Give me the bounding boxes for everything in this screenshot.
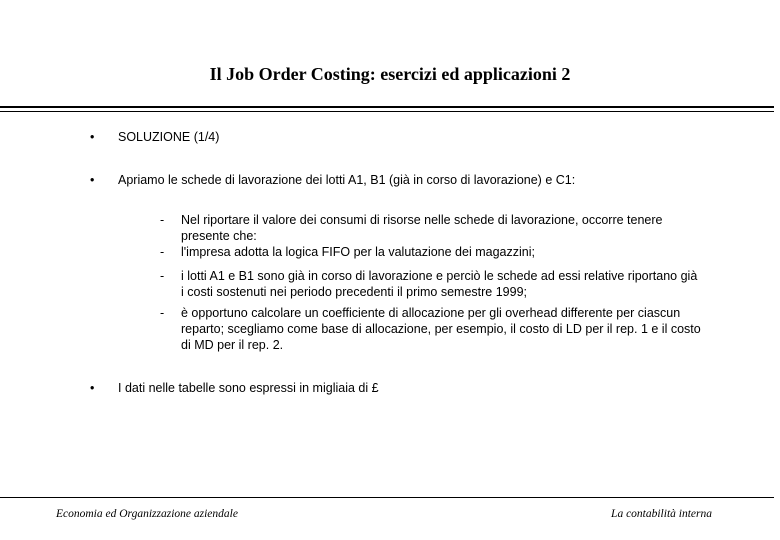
sub-marker: - xyxy=(160,245,165,259)
header-divider xyxy=(0,106,774,108)
bullet-text: I dati nelle tabelle sono espressi in migliaia di £ xyxy=(118,381,379,395)
bullet-marker: • xyxy=(90,173,95,187)
sub-text: l'impresa adotta la logica FIFO per la valutazione dei magazzini; xyxy=(181,245,535,259)
footer-course-name: Economia ed Organizzazione aziendale xyxy=(56,508,238,520)
sub-marker: - xyxy=(160,306,165,320)
sub-text: è opportuno calcolare un coefficiente di allocazione per gli overhead differente per ciascun reparto; scegliamo come base di allocazione, per esempio, il costo di LD per il rep. 1 e il costo di MD per il rep. 2. xyxy=(181,306,701,352)
sub-marker: - xyxy=(160,213,165,227)
bullet-marker: • xyxy=(90,130,95,144)
footer-divider xyxy=(0,497,774,498)
footer-section-name: La contabilità interna xyxy=(611,508,712,520)
bullet-text: SOLUZIONE (1/4) xyxy=(118,130,220,144)
sub-marker: - xyxy=(160,269,165,283)
header-divider-thin xyxy=(0,111,774,112)
bullet-marker: • xyxy=(90,381,95,395)
page-title: Il Job Order Costing: esercizi ed applicazioni 2 xyxy=(209,64,571,84)
sub-text: Nel riportare il valore dei consumi di risorse nelle schede di lavorazione, occorre tenere presente che: xyxy=(181,213,663,243)
bullet-text: Apriamo le schede di lavorazione dei lotti A1, B1 (già in corso di lavorazione) e C1: xyxy=(118,173,576,187)
sub-text: i lotti A1 e B1 sono già in corso di lavorazione e perciò le schede ad essi relative riportano già i costi sostenuti nei periodo precedenti il primo semestre 1999; xyxy=(181,269,698,299)
